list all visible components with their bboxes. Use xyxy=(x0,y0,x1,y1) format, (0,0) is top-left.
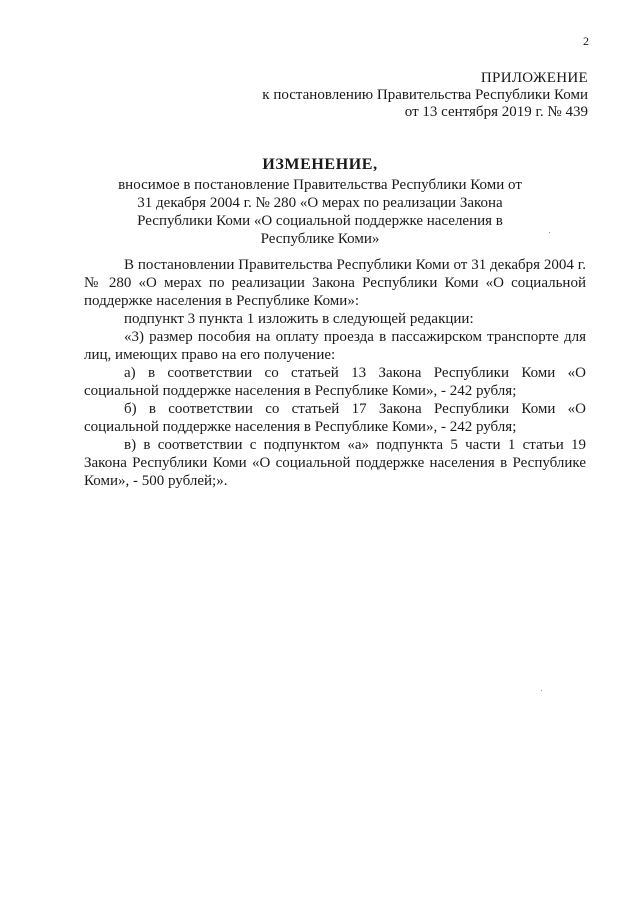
heading-title: ИЗМЕНЕНИЕ, xyxy=(262,156,378,173)
document-heading xyxy=(118,156,522,248)
body-paragraph: «3) размер пособия на оплату проезда в пассажирском транспорте для лиц, имеющих право на его получение: xyxy=(84,329,586,363)
appendix-line-1: к постановлению Правительства Республики Коми xyxy=(262,87,588,103)
body-paragraph: подпункт 3 пункта 1 изложить в следующей редакции: xyxy=(124,311,474,327)
page-number: 2 xyxy=(583,34,589,48)
heading-subtitle: вносимое в постановление Правительства Республики Коми от 31 декабря 2004 г. № 280 «О мерах по реализации Закона Республики Коми «О социальной поддержке населения в Республике Коми» xyxy=(118,177,522,247)
scan-speck xyxy=(541,690,542,691)
body-paragraph: в) в соответствии с подпунктом «а» подпункта 5 части 1 статьи 19 Закона Республики Коми «О социальной поддержке населения в Республике Коми», - 500 рублей;». xyxy=(84,437,586,489)
body-paragraph: а) в соответствии со статьей 13 Закона Республики Коми «О социальной поддержке населения в Республике Коми», - 242 рубля; xyxy=(84,365,586,399)
appendix-line-2: от 13 сентября 2019 г. № 439 xyxy=(404,104,588,120)
document-body xyxy=(84,256,586,490)
scan-speck xyxy=(549,232,550,233)
appendix-title: ПРИЛОЖЕНИЕ xyxy=(480,70,588,86)
appendix-block xyxy=(262,70,588,121)
body-paragraph: б) в соответствии со статьей 17 Закона Республики Коми «О социальной поддержке населения в Республике Коми», - 242 рубля; xyxy=(84,401,586,435)
body-paragraph: В постановлении Правительства Республики Коми от 31 декабря 2004 г. № 280 «О мерах по реализации Закона Республики Коми «О социальной поддержке населения в Республике Коми»: xyxy=(84,257,586,309)
